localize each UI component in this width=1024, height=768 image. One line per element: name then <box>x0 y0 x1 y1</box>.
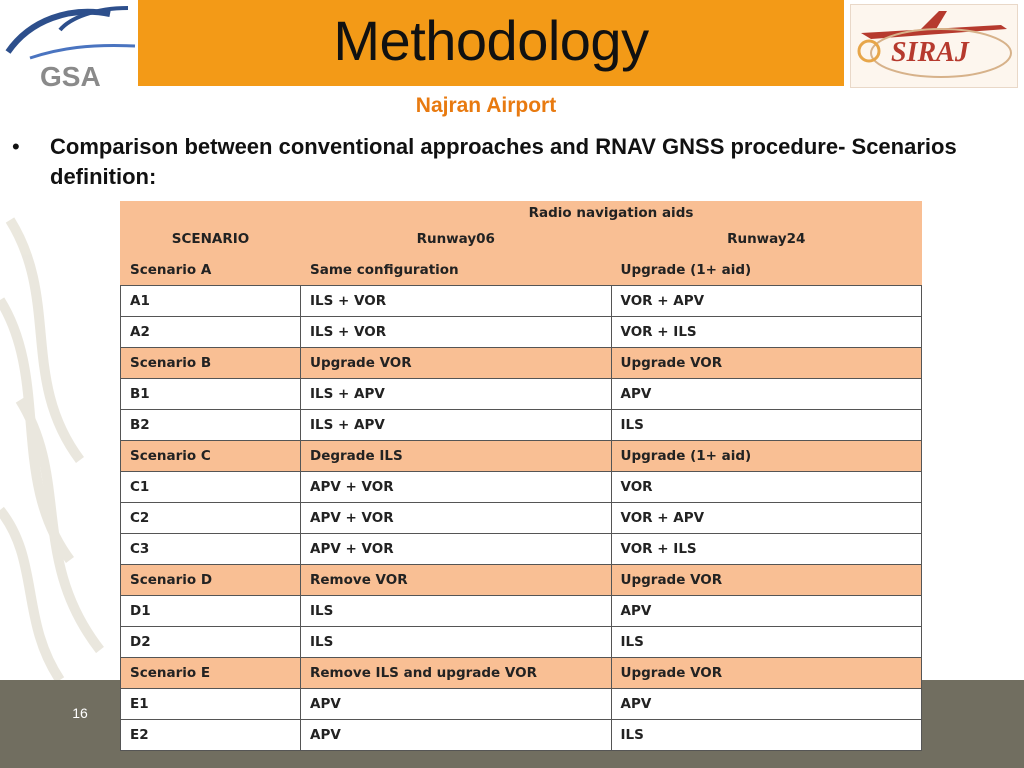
table-cell-scenario: Scenario B <box>121 348 301 379</box>
header-radio-navigation-aids: Radio navigation aids <box>301 202 922 224</box>
table-row <box>121 596 922 627</box>
table-row-scenario-a <box>121 255 922 286</box>
table-cell-runway06: APV + VOR <box>301 472 612 503</box>
table-cell-runway06: ILS + APV <box>301 379 612 410</box>
table-cell-scenario: A2 <box>121 317 301 348</box>
table-cell-runway24: VOR + APV <box>611 503 922 534</box>
table-cell-scenario: Scenario D <box>121 565 301 596</box>
header-runway06: Runway06 <box>301 224 612 255</box>
scenario-table-grid <box>120 201 922 751</box>
table-cell-runway06: ILS + VOR <box>301 317 612 348</box>
table-row <box>121 503 922 534</box>
table-cell-runway06: Upgrade VOR <box>301 348 612 379</box>
table-cell-runway24: VOR + ILS <box>611 317 922 348</box>
table-cell-runway24: APV <box>611 379 922 410</box>
slide-subtitle: Najran Airport <box>415 94 557 117</box>
table-row <box>121 317 922 348</box>
table-row <box>121 565 922 596</box>
table-row <box>121 689 922 720</box>
table-cell-runway06: Remove ILS and upgrade VOR <box>301 658 612 689</box>
table-cell-runway24: ILS <box>611 627 922 658</box>
bullet-text: Comparison between conventional approaches and RNAV GNSS procedure- Scenarios definition: <box>50 134 957 189</box>
table-cell-runway24: Upgrade (1+ aid) <box>611 441 922 472</box>
siraj-logo-text: SIRAJ <box>891 37 969 68</box>
slide-title: Methodology <box>333 9 649 72</box>
table-cell-runway06: ILS <box>301 596 612 627</box>
table-header-row-group <box>121 202 922 224</box>
table-cell-runway24: Upgrade (1+ aid) <box>611 255 922 286</box>
table-cell-scenario: D1 <box>121 596 301 627</box>
table-row <box>121 379 922 410</box>
table-cell-runway06: ILS <box>301 627 612 658</box>
table-cell-runway06: ILS + APV <box>301 410 612 441</box>
table-cell-runway24: VOR <box>611 472 922 503</box>
table-cell-scenario: Scenario A <box>121 255 301 286</box>
table-cell-runway24: APV <box>611 689 922 720</box>
bullet-marker: • <box>12 134 20 159</box>
table-cell-scenario: B2 <box>121 410 301 441</box>
table-cell-scenario: D2 <box>121 627 301 658</box>
table-cell-runway06: APV <box>301 720 612 751</box>
table-cell-runway06: APV + VOR <box>301 503 612 534</box>
header-runway24: Runway24 <box>611 224 922 255</box>
table-cell-scenario: B1 <box>121 379 301 410</box>
siraj-logo <box>844 0 1024 90</box>
table-row <box>121 410 922 441</box>
table-row <box>121 441 922 472</box>
table-row <box>121 627 922 658</box>
table-cell-runway06: Same configuration <box>301 255 612 286</box>
siraj-logo-mark <box>851 5 1017 87</box>
gsa-logo-mark <box>0 0 138 90</box>
table-cell-runway24: Upgrade VOR <box>611 348 922 379</box>
table-cell-runway24: APV <box>611 596 922 627</box>
table-row <box>121 348 922 379</box>
table-row <box>121 720 922 751</box>
header-scenario: SCENARIO <box>121 224 301 255</box>
table-cell-runway06: Degrade ILS <box>301 441 612 472</box>
table-row <box>121 534 922 565</box>
table-header-row-columns <box>121 224 922 255</box>
table-cell-runway24: ILS <box>611 410 922 441</box>
table-cell-scenario: Scenario E <box>121 658 301 689</box>
table-cell-scenario: C1 <box>121 472 301 503</box>
gsa-logo-text: GSA <box>40 61 101 90</box>
table-cell-scenario: E1 <box>121 689 301 720</box>
table-cell-runway24: VOR + APV <box>611 286 922 317</box>
background-swirl-graphic <box>0 180 130 680</box>
table-cell-scenario: C2 <box>121 503 301 534</box>
table-cell-runway06: Remove VOR <box>301 565 612 596</box>
table-cell-scenario: E2 <box>121 720 301 751</box>
table-cell-scenario: C3 <box>121 534 301 565</box>
table-row <box>121 472 922 503</box>
gsa-logo <box>0 0 138 90</box>
table-row <box>121 286 922 317</box>
table-cell-runway06: ILS + VOR <box>301 286 612 317</box>
table-cell-runway06: APV <box>301 689 612 720</box>
table-cell-runway06: APV + VOR <box>301 534 612 565</box>
table-row <box>121 658 922 689</box>
table-cell-scenario: A1 <box>121 286 301 317</box>
table-cell-runway24: Upgrade VOR <box>611 658 922 689</box>
table-cell-runway24: ILS <box>611 720 922 751</box>
table-cell-scenario: Scenario C <box>121 441 301 472</box>
table-cell-runway24: Upgrade VOR <box>611 565 922 596</box>
table-cell-runway24: VOR + ILS <box>611 534 922 565</box>
header-empty-cell <box>121 202 301 224</box>
page-number: 16 <box>72 705 88 721</box>
scenario-table <box>120 201 922 751</box>
